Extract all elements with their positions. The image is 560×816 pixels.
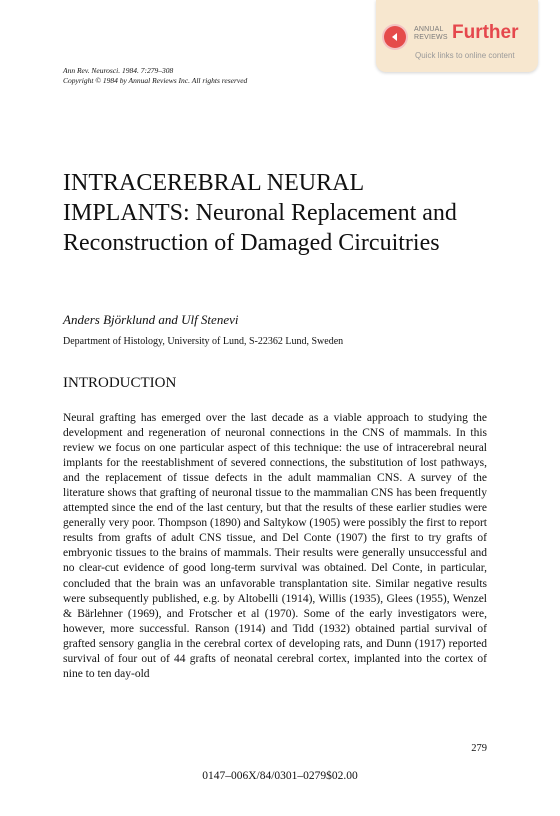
author-affiliation: Department of Histology, University of Lund, S-22362 Lund, Sweden: [63, 336, 344, 347]
article-title: INTRACEREBRAL NEURAL IMPLANTS: Neuronal Replacement and Reconstruction of Damaged Circuitries: [63, 170, 457, 256]
further-links-banner[interactable]: [376, 0, 538, 72]
journal-citation-block: [63, 66, 247, 85]
page-number: 279: [471, 743, 487, 754]
article-authors: Anders Björklund and Ulf Stenevi: [63, 312, 239, 327]
further-label: Further: [452, 22, 519, 43]
section-heading: INTRODUCTION: [63, 375, 177, 391]
article-code: 0147–006X/84/0301–0279$02.00: [202, 770, 358, 782]
annual-reviews-brand: ANNUAL REVIEWS: [414, 26, 448, 41]
quick-links-subtitle: Quick links to online content: [415, 51, 515, 60]
journal-citation: Ann Rev. Neurosci. 1984. 7:279–308: [63, 66, 174, 75]
copyright-notice: Copyright © 1984 by Annual Reviews Inc. All rights reserved: [63, 75, 248, 85]
body-paragraph: Neural grafting has emerged over the last decade as a viable approach to studying the development and regeneration of neuronal connections in the CNS of mammals. In this review we focus on one particular aspect of this technique: the use of intracerebral neural implants for the reestablishment of severed connections, the substitution of lost pathways, and the replacement of tissue defects in the adult mammalian CNS. A survey of the literature shows that grafting of neuronal tissue to the mammalian CNS has been frequently attempted since the end of the last century, but that the results of these earlier studies were generally very poor. Thompson (1890) and Saltykow (1905) were possibly the first to report results from grafts of adult CNS tissue, and Del Conte (1907) the first to try grafts of embryonic tissues to the brains of mammals. Their results were generally unsuccessful and no clear-cut evidence of good long-term survival was obtained. Del Conte, in particular, concluded that the brain was an unfavorable transplantation site. Similar negative results were subsequently published, e.g. by Altobelli (1914), Willis (1935), Glees (1955), Wenzel & Bärlehner (1969), and Frotscher et al (1970). Some of the early investigators were, however, more successful. Ranson (1914) and Tidd (1932) obtained partial survival of grafted sensory ganglia in the cerebral cortex of developing rats, and Dunn (1917) reported survival of four out of 44 grafts of neonatal cerebral cortex, implanted into the cortex of nine to ten day-old: [63, 412, 487, 680]
play-arrow-icon: [384, 26, 406, 48]
